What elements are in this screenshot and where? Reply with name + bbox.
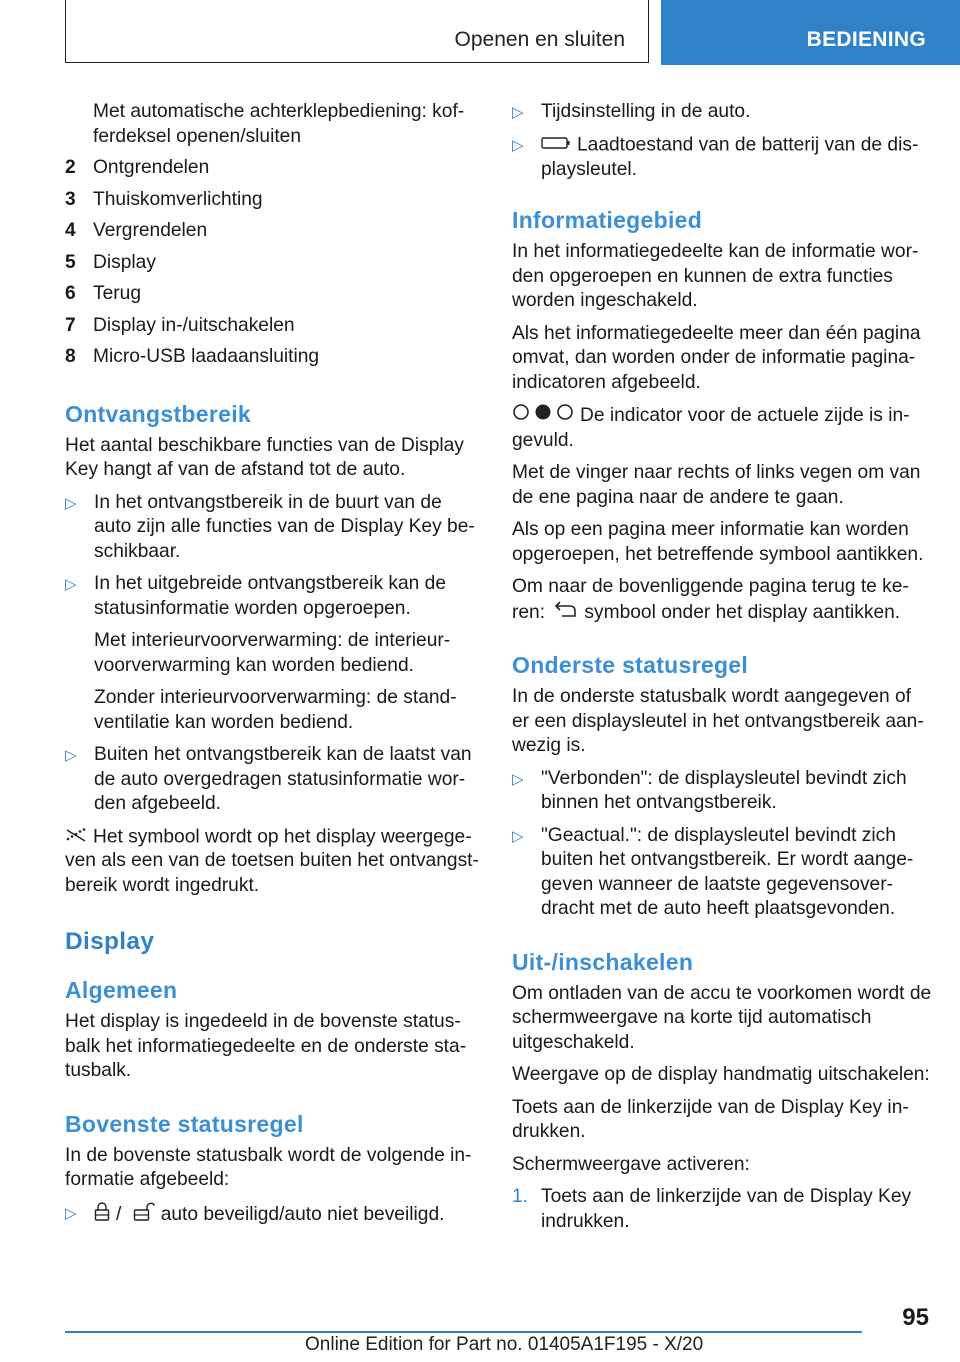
bullet-triangle-icon: ▷ [65, 747, 77, 764]
heading-on-off: Uit-/inschakelen [512, 948, 694, 975]
paragraph: Met interieurvoorverwarming: de interieurvoorverwarming kan worden bediend. [94, 630, 451, 676]
paragraph: In de onderste statusbalk wordt aangegeven of er een displaysleutel in het ontvangstbereik aanwezig is. [512, 686, 924, 757]
bullet-triangle-icon: ▷ [65, 494, 77, 512]
list-item: 8 Micro-USB laadaansluiting [65, 346, 320, 367]
bullet-item: ▷ Buiten het ontvangstbereik kan de laatst van de auto overgedragen statusinformatie worden afgebeeld. [65, 743, 480, 817]
heading-top-bar: Bovenste statusregel [65, 1110, 304, 1137]
left-column [65, 100, 480, 1236]
no-signal-icon [65, 825, 87, 850]
bullet-triangle-icon: ▷ [512, 770, 524, 788]
header-chapter-tab [661, 0, 960, 65]
heading-info: Informatiegebied [512, 207, 703, 234]
numbered-step: 1. Toets aan de linkerzijde van de Display Key indrukken. [512, 1186, 912, 1232]
paragraph: Om naar de bovenliggende pagina terug te keren: symbool onder het display aantikken. [512, 575, 932, 625]
list-item: 5 Display [65, 251, 156, 273]
paragraph: In de bovenste statusbalk wordt de volgende informatie afgebeeld: [65, 1144, 472, 1191]
paragraph: Weergave op de display handmatig uitschakelen: [512, 1064, 930, 1086]
bullet-item: ▷ In het uitgebreide ontvangstbereik kan de statusinformatie worden opgeroepen. [65, 572, 480, 621]
page-dots-icon [512, 403, 574, 429]
heading-bottom-bar: Onderste statusregel [512, 652, 749, 679]
paragraph: Zonder interieurvoorverwarming: de standventilatie kan worden bediend. [94, 687, 457, 733]
list-item: 4 Vergrendelen [65, 220, 208, 241]
bullet-item: ▷ Laadtoestand van de batterij van de displaysleutel. [512, 133, 932, 182]
bullet-item: ▷ / auto beveiligd/auto niet beveiligd. [65, 1201, 480, 1229]
bullet-item: ▷ In het ontvangstbereik in de buurt van de auto zijn alle functies van de Display Key beschikbaar. [65, 491, 480, 565]
paragraph: Het symbool wordt op het display weergegeven als een van de toetsen buiten het ontvangstbereik wordt ingedrukt. [65, 825, 479, 896]
paragraph: In het informatiegedeelte kan de informatie worden opgeroepen en kunnen de extra functies worden ingeschakeld. [512, 241, 919, 312]
footer-divider [65, 1331, 862, 1333]
header-section-title: Openen en sluiten [454, 28, 625, 51]
header-chapter-title: BEDIENING [806, 28, 926, 51]
list-item: Met automatische achterklepbediening: kofferdeksel openen/sluiten [93, 101, 465, 147]
heading-range: Ontvangstbereik [65, 400, 251, 427]
paragraph: Toets aan de linkerzijde van de Display Key indrukken. [512, 1096, 909, 1143]
paragraph: Als op een pagina meer informatie kan worden opgeroepen, het betreffende symbool aantikken. [512, 519, 924, 565]
list-item: 2 Ontgrendelen [65, 157, 210, 178]
paragraph: Schermweergave activeren: [512, 1153, 750, 1175]
paragraph: Het display is ingedeeld in de bovenste statusbalk het informatiegedeelte en de onderste statusbalk. [65, 1011, 467, 1082]
lock-closed-icon [94, 1201, 110, 1229]
bullet-item: ▷ "Geactual.": de displaysleutel bevindt zich buiten het ontvangstbereik. Er wordt aangegeven wanneer de laatste gegevensoverdracht met de auto heeft plaatsgevonden. [512, 824, 932, 922]
back-arrow-icon [554, 600, 578, 626]
bullet-item: ▷ Tijdsinstelling in de auto. [512, 100, 932, 125]
paragraph: De indicator voor de actuele zijde is ingevuld. [512, 405, 910, 451]
right-column [512, 100, 932, 1242]
paragraph: Met de vinger naar rechts of links vegen om van de ene pagina naar de andere te gaan. [512, 462, 921, 508]
bullet-triangle-icon: ▷ [512, 104, 524, 121]
bullet-triangle-icon: ▷ [512, 827, 524, 845]
list-item: 7 Display in-/uitschakelen [65, 314, 295, 336]
bullet-triangle-icon: ▷ [512, 137, 524, 154]
paragraph: Om ontladen van de accu te voorkomen wordt de schermweergave na korte tijd automatisch uitgeschakeld. [512, 982, 932, 1053]
heading-display: Display [65, 928, 155, 956]
lock-open-icon [133, 1201, 155, 1229]
bullet-item: ▷ "Verbonden": de displaysleutel bevindt zich binnen het ontvangstbereik. [512, 767, 932, 816]
battery-icon [541, 133, 571, 158]
bullet-triangle-icon: ▷ [65, 1204, 77, 1222]
page-number: 95 [902, 1304, 929, 1331]
footer-edition: Online Edition for Part no. 01405A1F195 - X/20 [305, 1334, 704, 1355]
header-section-box [65, 0, 649, 63]
list-item: 6 Terug [65, 283, 141, 304]
bullet-triangle-icon: ▷ [65, 576, 77, 593]
paragraph: Als het informatiegedeelte meer dan één pagina omvat, dan worden onder de informatie paginaindicatoren afgebeeld. [512, 322, 921, 393]
heading-general: Algemeen [65, 977, 178, 1004]
paragraph: Het aantal beschikbare functies van de Display Key hangt af van de afstand tot de auto. [65, 434, 464, 480]
list-item: 3 Thuiskomverlichting [65, 188, 263, 210]
